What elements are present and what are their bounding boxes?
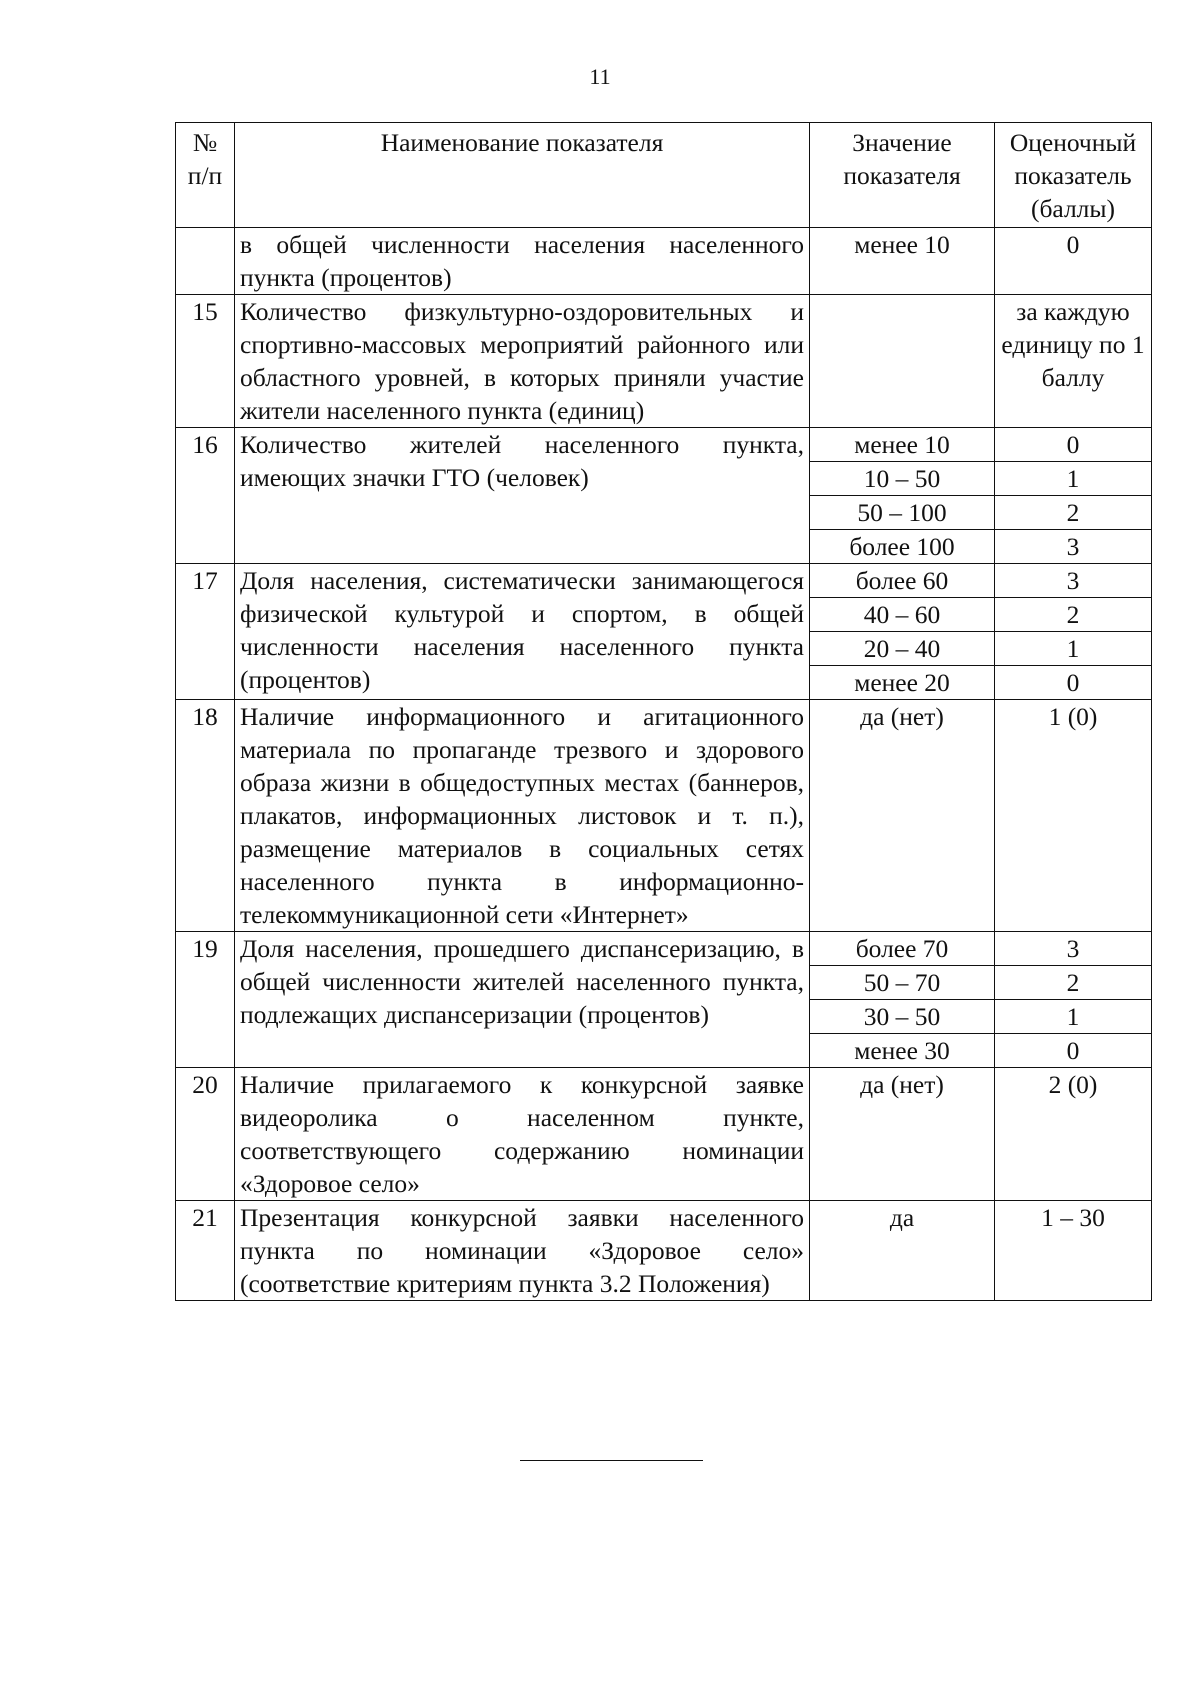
row-value: менее 10 [810, 228, 995, 295]
row-num: 18 [176, 700, 235, 932]
end-of-document-line [520, 1460, 703, 1461]
row-score: 1 [995, 462, 1152, 496]
header-num: № п/п [176, 123, 235, 228]
criteria-table [175, 122, 1152, 1301]
row-value: да (нет) [810, 1068, 995, 1201]
table-row [176, 228, 1152, 295]
row-value: 40 – 60 [810, 598, 995, 632]
row-score: 2 [995, 496, 1152, 530]
row-name: Наличие прилагаемого к конкурсной заявке видеоролика о населенном пункте, соответствующего содержанию номинации «Здоровое село» [235, 1068, 810, 1201]
row-value [810, 295, 995, 428]
table-row [176, 1068, 1152, 1201]
row-score: 3 [995, 932, 1152, 966]
row-value: 30 – 50 [810, 1000, 995, 1034]
table-row [176, 700, 1152, 932]
row-score: 1 [995, 1000, 1152, 1034]
row-value: 20 – 40 [810, 632, 995, 666]
table-row [176, 295, 1152, 428]
header-value: Значение показателя [810, 123, 995, 228]
row-score: 0 [995, 1034, 1152, 1068]
row-name: Доля населения, прошедшего диспансеризацию, в общей численности жителей населенного пункта, подлежащих диспансеризации (процентов) [235, 932, 810, 1068]
row-score: 3 [995, 564, 1152, 598]
row-value: более 100 [810, 530, 995, 564]
row-value: да (нет) [810, 700, 995, 932]
row-num: 20 [176, 1068, 235, 1201]
table-row [176, 428, 1152, 462]
row-value: менее 20 [810, 666, 995, 700]
row-score: 0 [995, 666, 1152, 700]
table-header-row [176, 123, 1152, 228]
row-name: в общей численности населения населенного пункта (процентов) [235, 228, 810, 295]
row-num: 19 [176, 932, 235, 1068]
row-name: Количество физкультурно-оздоровительных и спортивно-массовых мероприятий районного или областного уровней, в которых приняли участие жители населенного пункта (единиц) [235, 295, 810, 428]
row-score: 1 [995, 632, 1152, 666]
row-value: 50 – 70 [810, 966, 995, 1000]
table-row [176, 1201, 1152, 1301]
row-num: 15 [176, 295, 235, 428]
row-value: 50 – 100 [810, 496, 995, 530]
row-num: 16 [176, 428, 235, 564]
header-score: Оценочный показатель (баллы) [995, 123, 1152, 228]
row-value: менее 10 [810, 428, 995, 462]
row-value: более 70 [810, 932, 995, 966]
row-value: да [810, 1201, 995, 1301]
row-score: 0 [995, 228, 1152, 295]
row-score: 2 [995, 966, 1152, 1000]
header-name: Наименование показателя [235, 123, 810, 228]
row-score: 1 (0) [995, 700, 1152, 932]
row-score: 1 – 30 [995, 1201, 1152, 1301]
row-num: 21 [176, 1201, 235, 1301]
row-value: менее 30 [810, 1034, 995, 1068]
row-score: 2 [995, 598, 1152, 632]
table-row [176, 932, 1152, 966]
row-name: Доля населения, систематически занимающегося физической культурой и спортом, в общей численности населения населенного пункта (процентов) [235, 564, 810, 700]
row-value: 10 – 50 [810, 462, 995, 496]
row-num [176, 228, 235, 295]
table-row [176, 564, 1152, 598]
row-name: Количество жителей населенного пункта, имеющих значки ГТО (человек) [235, 428, 810, 564]
row-num: 17 [176, 564, 235, 700]
row-score: 0 [995, 428, 1152, 462]
page-number: 11 [589, 64, 611, 89]
row-value: более 60 [810, 564, 995, 598]
row-score: 2 (0) [995, 1068, 1152, 1201]
row-name: Презентация конкурсной заявки населенного пункта по номинации «Здоровое село» (соответствие критериям пункта 3.2 Положения) [235, 1201, 810, 1301]
row-score: 3 [995, 530, 1152, 564]
row-name: Наличие информационного и агитационного материала по пропаганде трезвого и здорового образа жизни в общедоступных местах (баннеров, плакатов, информационных листовок и т. п.), размещение материалов в социальных сетях населенного пункта в информационно-телекоммуникационной сети «Интернет» [235, 700, 810, 932]
row-score: за каждую единицу по 1 баллу [995, 295, 1152, 428]
